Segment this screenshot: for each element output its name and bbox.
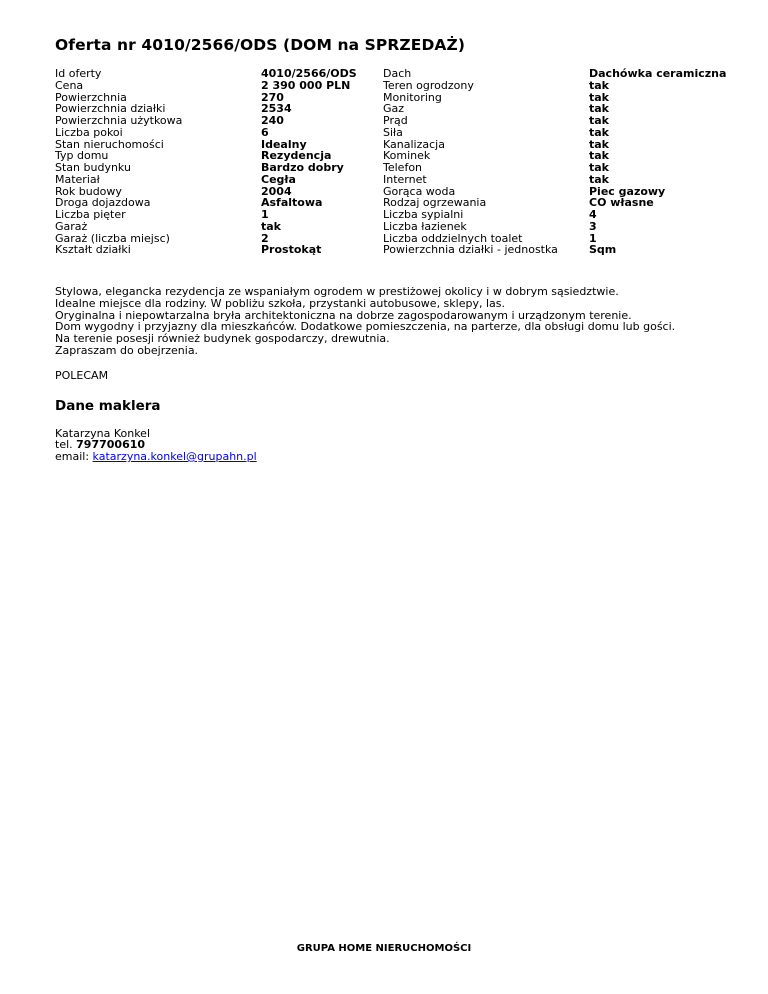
- detail-label: Internet: [383, 172, 427, 186]
- detail-label: Liczba pokoi: [55, 125, 123, 139]
- description-line: Idealne miejsce dla rodziny. W pobliżu szkoła, przystanki autobusowe, sklepy, las.: [55, 296, 505, 310]
- left-values-column: [261, 68, 357, 256]
- detail-label: Gaz: [383, 102, 405, 116]
- detail-label: Gorąca woda: [383, 184, 456, 198]
- detail-value: Sqm: [589, 243, 617, 257]
- description-line: Oryginalna i niepowtarzalna bryła architektoniczna na dobrze zagospodarowanym i urządzonym terenie.: [55, 308, 632, 322]
- agent-heading: Dane maklera: [55, 397, 161, 414]
- detail-label: Liczba sypialni: [383, 208, 464, 221]
- detail-label: Powierzchnia działki: [55, 102, 166, 116]
- detail-value: 2004: [261, 184, 292, 198]
- detail-value: 3: [589, 219, 597, 233]
- phone-label: tel.: [55, 438, 77, 452]
- detail-label: Telefon: [383, 161, 423, 174]
- recommendation-text: POLECAM: [55, 368, 109, 382]
- detail-label: Stan budynku: [55, 161, 131, 174]
- detail-label: Garaż (liczba miejsc): [55, 231, 170, 245]
- detail-value: Cegła: [261, 172, 296, 186]
- detail-label: Typ domu: [55, 149, 109, 163]
- detail-label: Stan nieruchomości: [55, 137, 164, 151]
- detail-value: 4010/2566/ODS: [261, 67, 357, 80]
- detail-label: Kanalizacja: [383, 137, 445, 151]
- agent-email-row: [55, 451, 735, 463]
- detail-label: Teren ogrodzony: [383, 78, 474, 92]
- detail-value: 2 390 000 PLN: [261, 78, 351, 92]
- detail-label: Rodzaj ogrzewania: [383, 196, 487, 210]
- detail-value: tak: [261, 219, 281, 233]
- agent-name: Katarzyna Konkel: [55, 426, 150, 440]
- offer-title: Oferta nr 4010/2566/ODS (DOM na SPRZEDAŻ): [55, 36, 466, 54]
- agent-phone: 797700610: [76, 438, 146, 452]
- detail-value: Piec gazowy: [589, 184, 666, 198]
- detail-value: 1: [589, 231, 597, 245]
- detail-label: Monitoring: [383, 90, 442, 104]
- detail-value: tak: [589, 90, 609, 104]
- detail-value: 240: [261, 114, 284, 127]
- detail-label: Kominek: [383, 149, 431, 163]
- right-labels-column: [383, 68, 558, 256]
- detail-value: tak: [589, 102, 609, 116]
- detail-label: Liczba łazienek: [383, 219, 467, 233]
- detail-value: Dachówka ceramiczna: [589, 67, 727, 80]
- detail-label: Materiał: [55, 172, 100, 186]
- detail-value: Prostokąt: [261, 243, 322, 257]
- footer-company-name: GRUPA HOME NIERUCHOMOŚCI: [296, 943, 472, 954]
- offer-page: [55, 36, 735, 463]
- detail-value: 270: [261, 90, 284, 104]
- detail-value: Bardzo dobry: [261, 161, 344, 174]
- detail-label: Id oferty: [55, 67, 102, 80]
- offer-description: [55, 286, 735, 357]
- detail-label: Kształt działki: [55, 243, 131, 257]
- detail-label: Powierzchnia: [55, 90, 127, 104]
- detail-value: tak: [589, 114, 609, 127]
- detail-value: 6: [261, 125, 269, 139]
- agent-email-link[interactable]: katarzyna.konkel@grupahn.pl: [92, 450, 257, 463]
- detail-label: Liczba pięter: [55, 208, 126, 221]
- details-table: [55, 68, 735, 268]
- detail-value: tak: [589, 78, 609, 92]
- detail-label: Powierzchnia użytkowa: [55, 114, 183, 127]
- detail-label: Liczba oddzielnych toalet: [383, 231, 523, 245]
- detail-value: 2: [261, 231, 269, 245]
- detail-label: Powierzchnia działki - jednostka: [383, 243, 558, 257]
- detail-value: tak: [589, 137, 609, 151]
- description-line: Na terenie posesji również budynek gospodarczy, drewutnia.: [55, 332, 390, 345]
- detail-label: Rok budowy: [55, 184, 122, 198]
- detail-value: tak: [589, 161, 609, 174]
- description-line: Dom wygodny i przyjazny dla mieszkańców. Dodatkowe pomieszczenia, na parterze, dla obsługi domu lub gości.: [55, 320, 676, 334]
- detail-value: CO własne: [589, 196, 654, 210]
- detail-value: tak: [589, 172, 609, 186]
- description-line: Stylowa, elegancka rezydencja ze wspaniałym ogrodem w prestiżowej okolicy i w dobrym sąsiedztwie.: [55, 285, 619, 298]
- agent-info: [55, 428, 735, 463]
- left-labels-column: [55, 68, 182, 256]
- detail-value: tak: [589, 149, 609, 163]
- detail-value: 1: [261, 208, 269, 221]
- detail-label: Dach: [383, 67, 412, 80]
- detail-label: Cena: [55, 78, 84, 92]
- detail-label: Garaż: [55, 219, 88, 233]
- detail-label: Droga dojazdowa: [55, 196, 151, 210]
- detail-label: Prąd: [383, 114, 408, 127]
- description-line: Zapraszam do obejrzenia.: [55, 343, 199, 357]
- email-label: email:: [55, 450, 93, 463]
- right-values-column: [589, 68, 726, 256]
- detail-value: Idealny: [261, 137, 307, 151]
- detail-value: 4: [589, 208, 597, 221]
- detail-value: tak: [589, 125, 609, 139]
- detail-label: Siła: [383, 125, 403, 139]
- detail-value: Rezydencja: [261, 149, 332, 163]
- detail-value: Asfaltowa: [261, 196, 323, 210]
- detail-value: 2534: [261, 102, 292, 116]
